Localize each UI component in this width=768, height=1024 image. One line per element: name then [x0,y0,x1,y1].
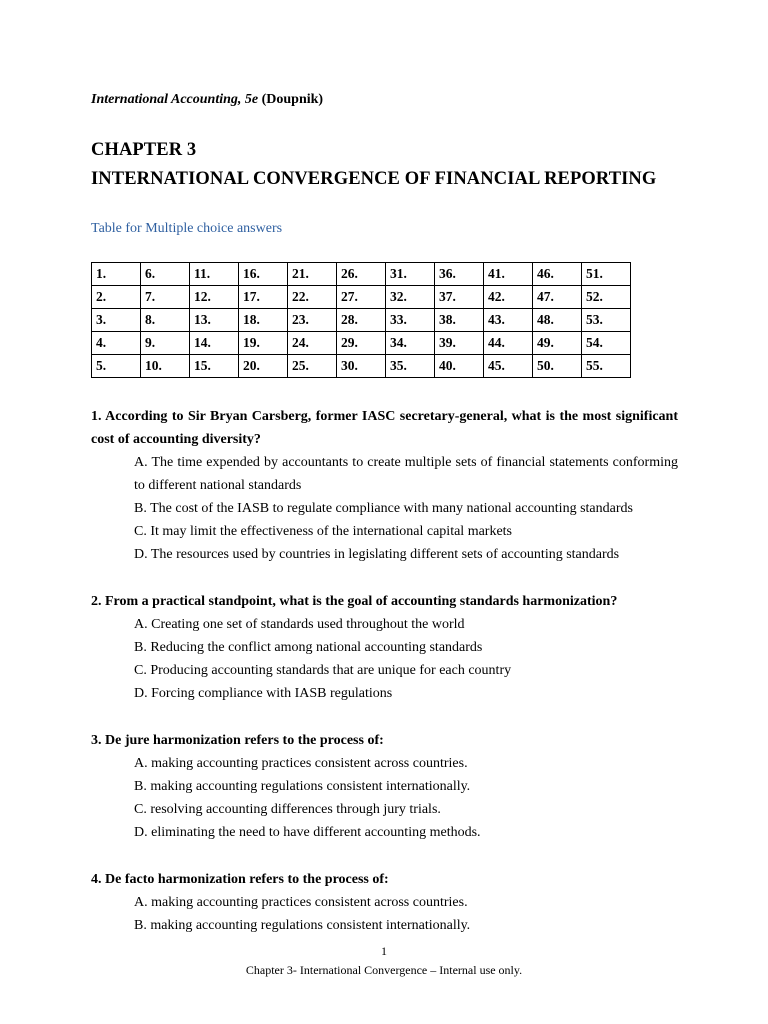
answer-cell: 49. [533,332,582,355]
question-1 [91,405,678,566]
answer-cell: 29. [337,332,386,355]
answer-cell: 21. [288,263,337,286]
option-d: D. eliminating the need to have different accounting methods. [134,825,481,840]
answer-cell: 36. [435,263,484,286]
answer-cell: 17. [239,286,288,309]
answer-cell: 25. [288,355,337,378]
option-a: A. making accounting practices consistent across countries. [134,895,468,910]
option-b: B. making accounting regulations consistent internationally. [134,779,471,794]
answer-row [92,355,631,378]
answer-cell: 51. [582,263,631,286]
answer-cell: 55. [582,355,631,378]
answer-cell: 39. [435,332,484,355]
answer-cell: 23. [288,309,337,332]
answer-row [92,309,631,332]
answer-cell: 27. [337,286,386,309]
answer-cell: 53. [582,309,631,332]
answer-cell: 46. [533,263,582,286]
answer-cell: 31. [386,263,435,286]
question-text: 4. De facto harmonization refers to the process of: [91,872,389,887]
answer-cell: 19. [239,332,288,355]
option-a: A. making accounting practices consistent across countries. [134,756,468,771]
book-author: (Doupnik) [261,92,324,107]
answer-cell: 26. [337,263,386,286]
answer-cell: 16. [239,263,288,286]
answer-row [92,332,631,355]
option-a: A. Creating one set of standards used throughout the world [134,617,465,632]
answer-cell: 10. [141,355,190,378]
option-c: C. Producing accounting standards that are unique for each country [134,663,512,678]
answer-cell: 15. [190,355,239,378]
option-d: D. The resources used by countries in legislating different sets of accounting standards [134,547,620,562]
answer-cell: 45. [484,355,533,378]
answer-cell: 6. [141,263,190,286]
answer-cell: 47. [533,286,582,309]
answer-cell: 50. [533,355,582,378]
option-c: C. resolving accounting differences through jury trials. [134,802,441,817]
answer-cell: 54. [582,332,631,355]
answer-cell: 37. [435,286,484,309]
answer-row [92,286,631,309]
answer-cell: 43. [484,309,533,332]
answer-cell: 1. [92,263,141,286]
answer-cell: 13. [190,309,239,332]
answer-cell: 5. [92,355,141,378]
answer-cell: 28. [337,309,386,332]
question-text: 3. De jure harmonization refers to the process of: [91,733,384,748]
option-a: A. The time expended by accountants to create multiple sets of financial statements conforming to different national standards [134,455,678,493]
answer-cell: 34. [386,332,435,355]
option-b: B. The cost of the IASB to regulate compliance with many national accounting standards [134,501,633,516]
answer-cell: 4. [92,332,141,355]
answer-cell: 42. [484,286,533,309]
option-b: B. making accounting regulations consistent internationally. [134,918,471,933]
question-2 [91,590,678,705]
answer-cell: 24. [288,332,337,355]
option-c: C. It may limit the effectiveness of the international capital markets [134,524,513,539]
answer-cell: 7. [141,286,190,309]
chapter-number: CHAPTER 3 [91,140,197,160]
answer-cell: 12. [190,286,239,309]
book-title: International Accounting, 5e [91,92,259,107]
answer-cell: 11. [190,263,239,286]
answer-cell: 3. [92,309,141,332]
answer-cell: 52. [582,286,631,309]
answer-cell: 18. [239,309,288,332]
option-d: D. Forcing compliance with IASB regulations [134,686,393,701]
answer-cell: 2. [92,286,141,309]
question-text: 2. From a practical standpoint, what is the goal of accounting standards harmonization? [91,594,618,609]
answer-row [92,263,631,286]
answer-cell: 8. [141,309,190,332]
answer-cell: 38. [435,309,484,332]
answer-cell: 9. [141,332,190,355]
answer-table [91,262,631,378]
question-3 [91,729,678,844]
page-number: 1 [381,944,387,958]
footer-text: Chapter 3- International Convergence – Internal use only. [245,963,523,977]
question-text: 1. According to Sir Bryan Carsberg, former IASC secretary-general, what is the most significant cost of accounting diversity? [91,409,678,447]
book-reference [91,92,323,108]
chapter-title: INTERNATIONAL CONVERGENCE OF FINANCIAL REPORTING [91,169,657,189]
answer-cell: 20. [239,355,288,378]
answer-cell: 33. [386,309,435,332]
answer-cell: 35. [386,355,435,378]
answer-cell: 41. [484,263,533,286]
answer-cell: 44. [484,332,533,355]
question-4 [91,868,678,937]
answer-cell: 22. [288,286,337,309]
answer-cell: 32. [386,286,435,309]
answer-cell: 40. [435,355,484,378]
answer-cell: 48. [533,309,582,332]
option-b: B. Reducing the conflict among national accounting standards [134,640,483,655]
table-caption: Table for Multiple choice answers [91,221,283,236]
answer-cell: 14. [190,332,239,355]
answer-cell: 30. [337,355,386,378]
